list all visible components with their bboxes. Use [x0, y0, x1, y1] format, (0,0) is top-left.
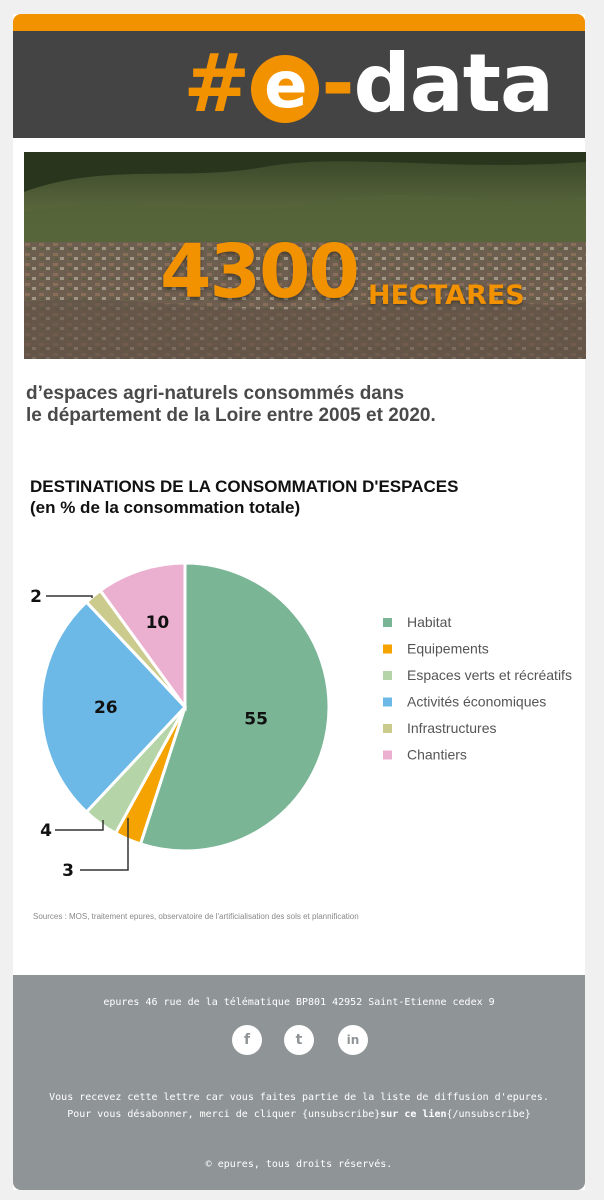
- data-label-1: 3: [62, 861, 74, 881]
- logo-e-circle: e: [251, 55, 319, 123]
- header: [13, 31, 585, 138]
- legend-swatch-0: [383, 618, 392, 627]
- legend-label-0: Habitat: [407, 614, 452, 630]
- logo-data: data: [353, 37, 553, 130]
- chart-title: DESTINATIONS DE LA CONSOMMATION D'ESPACES: [30, 477, 459, 496]
- footer: [13, 975, 585, 1190]
- unsubscribe-link[interactable]: sur ce lien: [380, 1109, 447, 1120]
- edata-logo[interactable]: [183, 39, 553, 129]
- footer-address: epures 46 rue de la télématique BP801 42952 Saint-Etienne cedex 9: [103, 997, 495, 1008]
- legend-label-5: Chantiers: [407, 746, 467, 763]
- notice-line-1: Vous recevez cette lettre car vous faites partie de la liste de diffusion d'epures.: [49, 1092, 549, 1103]
- logo-dash: -: [321, 37, 354, 130]
- hero-banner: [24, 152, 586, 359]
- notice-line-2-pre: Pour vous désabonner, merci de cliquer {unsubscribe}: [67, 1109, 381, 1120]
- top-accent-bar: [13, 14, 585, 31]
- data-label-2: 4: [40, 821, 52, 841]
- logo-hash: #: [183, 37, 250, 130]
- hectares-number: 4300: [160, 229, 358, 315]
- facebook-icon[interactable]: f: [232, 1025, 262, 1055]
- headline-text: [26, 383, 566, 427]
- legend-label-3: Activités économiques: [407, 693, 547, 710]
- legend-swatch-4: [383, 724, 392, 733]
- data-label-4: 2: [30, 587, 42, 607]
- sources-note: Sources : MOS, traitement epures, observatoire de l'artificialisation des sols et plannification: [33, 912, 359, 921]
- data-label-3: 26: [93, 698, 118, 718]
- notice-line-2: [13, 1106, 585, 1123]
- legend-swatch-5: [383, 751, 392, 760]
- data-label-5: 10: [145, 613, 170, 634]
- headline-line-1: d’espaces agri-naturels consommés dans: [26, 383, 405, 404]
- chart-heading: [30, 476, 570, 518]
- pie-chart: [0, 550, 604, 890]
- legend-swatch-3: [383, 698, 392, 707]
- linkedin-icon[interactable]: in: [338, 1025, 368, 1055]
- leader-line-4: [46, 596, 92, 598]
- notice-line-2-post: {/unsubscribe}: [446, 1109, 531, 1120]
- data-label-0: 55: [244, 709, 268, 730]
- legend-label-4: Infrastructures: [407, 720, 497, 736]
- legend-swatch-2: [383, 671, 392, 680]
- chart-subtitle: (en % de la consommation totale): [30, 498, 301, 517]
- hectares-unit: HECTARES: [368, 280, 525, 311]
- headline-line-2: le département de la Loire entre 2005 et 2020.: [26, 405, 436, 426]
- legend-label-1: Equipements: [407, 640, 489, 657]
- footer-notice: [13, 1089, 585, 1123]
- legend-swatch-1: [383, 645, 392, 654]
- copyright: © epures, tous droits réservés.: [205, 1159, 393, 1170]
- twitter-icon[interactable]: t: [284, 1025, 314, 1055]
- legend-label-2: Espaces verts et récréatifs: [407, 667, 572, 683]
